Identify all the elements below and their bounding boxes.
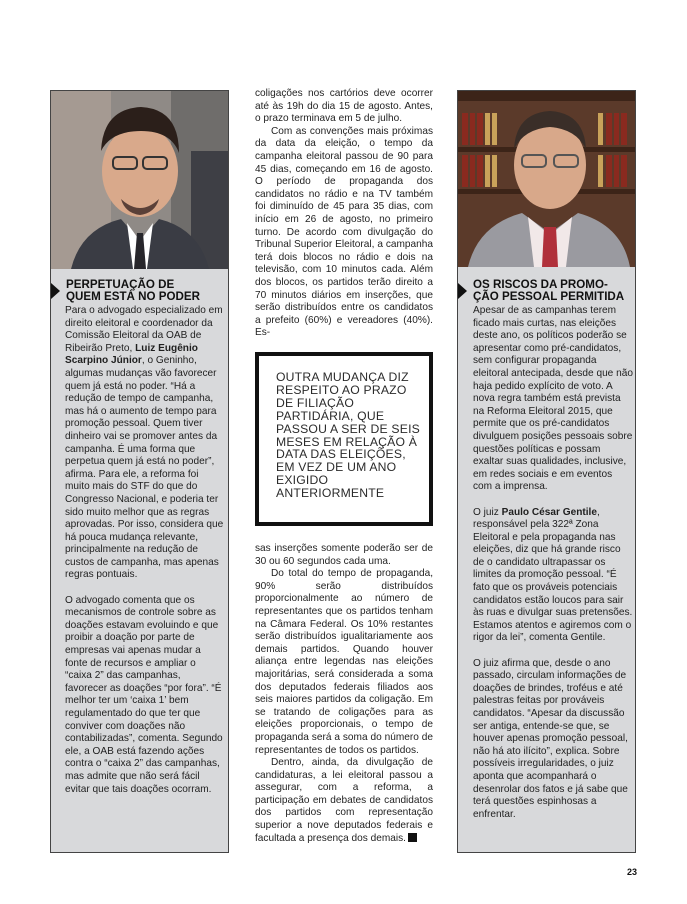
left-p1-name: Luiz Eugênio Scarpino Júnior <box>65 342 198 367</box>
end-of-article-icon <box>408 833 417 842</box>
center-column-bottom <box>255 543 433 845</box>
pull-quote-box <box>255 352 433 526</box>
portrait-gentile-image <box>458 91 635 267</box>
right-body <box>473 305 633 834</box>
center-paragraph-3: sas inserções somente poderão ser de 30 ou 60 segundos cada uma. <box>255 543 433 567</box>
left-headline-line-2: QUEM ESTÁ NO PODER <box>66 290 200 304</box>
center-column-top <box>255 88 433 340</box>
right-paragraph-2 <box>473 507 633 646</box>
headline-marker-icon <box>51 283 60 299</box>
left-paragraph-2: O advogado comenta que os mecanismos de controle sobre as doações estavam evoluindo e que proibir a doação por parte de empresas vai apenas mudar a fonte de recursos e ampliar o “caixa 2” das campanhas, favorecer as doações “por fora”. “É melhor ter um ‘caixa 1’ bem regulamentado do que ter que conviver com doações não contabilizadas”, comenta. Segundo ele, a OAB está fazendo ações contra o “caixa 2” das campanhas, mas admite que não será fácil evitar que tais doações ocorram. <box>65 594 223 795</box>
center-paragraph-2: Com as convenções mais próximas da data da eleição, o tempo da campanha eleitoral passou de 90 para 45 dias, começando em 16 de agosto. O período de propaganda dos candidatos no rádio e na TV também foi diminuído de 45 para 35 dias, com início em 26 de agosto, no primeiro turno. De acordo com divulgação do Tribunal Superior Eleitoral, a campanha terá dois blocos no rádio e dois na televisão, com 10 minutos cada. Além dos blocos, os partidos terão direito a 70 minutos diários em inserções, que serão distribuídos entre os candidatos a prefeito (60%) e vereadores (40%). Es- <box>255 125 433 339</box>
pull-quote-text: OUTRA MUDANÇA DIZ RESPEITO AO PRAZO DE FILIAÇÃO PARTIDÁRIA, QUE PASSOU A SER DE SEIS MESES EM RELAÇÃO À DATA DAS ELEIÇÕES, EM VEZ DE UM ANO EXIGIDO ANTERIORMENTE <box>276 370 420 501</box>
right-headline <box>473 279 635 304</box>
left-body <box>65 305 225 809</box>
left-headline-line-1: PERPETUAÇÃO DE <box>66 278 175 291</box>
left-p1-rest: , o Geninho, algumas mudanças vão favorecer quem já está no poder. “Há a redução de tempo de campanha, mas há o aumento de tempo para promoção pessoal. Quem tiver dinheiro vai se promover antes da campanha. É uma forma que perpetua quem já está no poder”, afirma. Para ele, a reforma foi muito mais do STF do que do Congresso Nacional, e poderia ter sido muito melhor que as regras aprovadas. Por isso, considera que há pouca mudança relevante, principalmente na redução de custos de campanha, mas apenas regras pontuais. <box>65 355 224 581</box>
right-p2-name: Paulo César Gentile <box>501 506 597 518</box>
portrait-scarpino-image <box>51 91 228 269</box>
left-p1-intro: Para o advogado especializado em direito eleitoral e coordenador da Comissão Eleitoral da OAB de Ribeirão Preto, <box>65 305 223 354</box>
headline-marker-icon <box>458 283 467 299</box>
right-paragraph-1: Apesar de as campanhas terem ficado mais curtas, nas eleições deste ano, os políticos poderão se apresentar como pré-candidatos, sem configurar propaganda eleitoral antecipada, desde que não haja pedido explícito de voto. A nova regra também está prevista na Reforma Eleitoral 2015, que permite que os pré-candidatos divulguem posições pessoais sobre questões políticas e possam exaltar suas qualidades, inclusive, em redes sociais e em eventos com a imprensa. <box>473 305 633 493</box>
right-headline-line-2: ÇÃO PESSOAL PERMITIDA <box>473 290 625 304</box>
portrait-photo-gentile <box>458 91 635 267</box>
right-sidebar <box>457 90 636 853</box>
left-paragraph-1 <box>65 305 225 582</box>
center-paragraph-5 <box>255 757 433 845</box>
right-headline-line-1: OS RISCOS DA PROMO- <box>473 278 608 291</box>
page-number: 23 <box>626 867 637 877</box>
center-paragraph-5-text: Dentro, ainda, da divulgação de candidaturas, a lei eleitoral passou a assegurar, com a reforma, a participação em debates de candidatos dos partidos com representação superior a nove deputados federais e facultada a presença dos demais. <box>255 757 433 844</box>
center-paragraph-1: coligações nos cartórios deve ocorrer até às 19h do dia 15 de agosto. Antes, o prazo terminava em 5 de julho. <box>255 88 433 125</box>
center-paragraph-4: Do total do tempo de propaganda, 90% serão distribuídos proporcionalmente ao número de representantes que os partidos tenham na Câmara Federal. Os 10% restantes serão distribuídos igualitariamente aos demais partidos. Quando houver aliança entre legendas nas eleições majoritárias, será considerada a soma dos deputados federais filiados aos seis maiores partidos da coligação. Em se tratando de coligações para as eleições proporcionais, o tempo de propaganda será a soma do número de representantes de todos os partidos. <box>255 568 433 756</box>
right-paragraph-3: O juiz afirma que, desde o ano passado, circulam informações de doações de brindes, troféus e até palestras feitas por prováveis candidatos. “Apesar da discussão ser antiga, entende-se que, se houver apenas promoção pessoal, não há ato ilícito”, explica. Sobre possíveis irregularidades, o juiz aponta que acompanhará o desenrolar dos fatos e já sabe que terá questões espinhosas a enfrentar. <box>473 657 628 820</box>
left-headline <box>66 279 226 304</box>
portrait-photo-scarpino <box>51 91 228 269</box>
right-p2-intro: O juiz <box>473 506 502 518</box>
right-p2-rest: , responsável pela 322ª Zona Eleitoral e pela propaganda nas eleições, diz que há grande risco de o candidato ultrapassar os limites da promoção pessoal. “É fato que os prováveis potenciais candidatos estão loucos para sair às ruas e divulgar suas pretensões. Estamos atentos e agiremos com o rigor da lei”, comenta Gentile. <box>473 506 633 644</box>
left-sidebar <box>50 90 229 853</box>
